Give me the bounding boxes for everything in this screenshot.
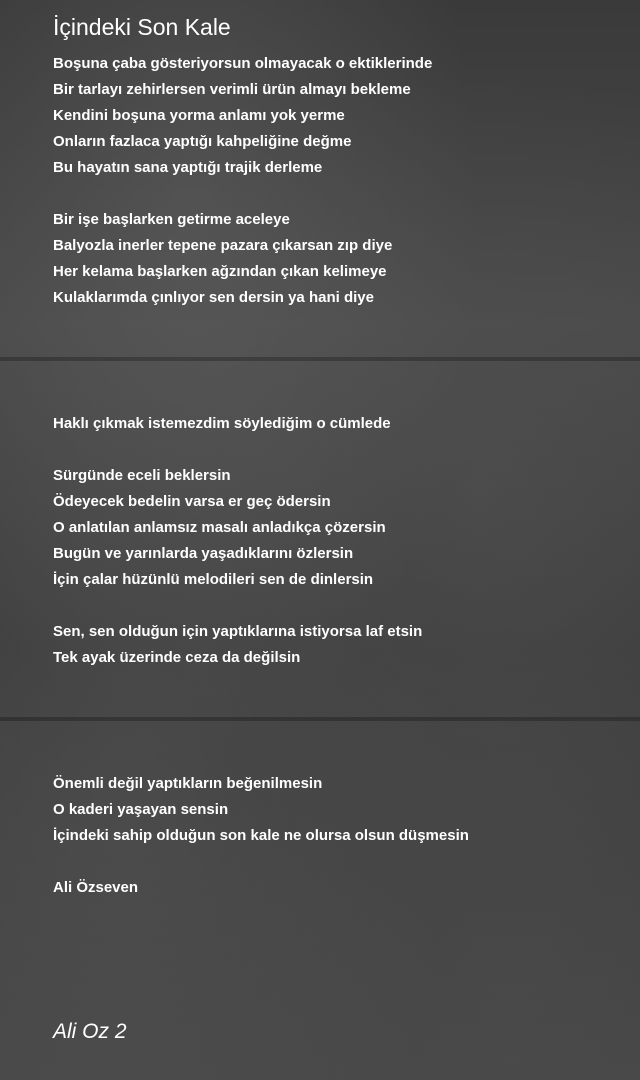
poem-line: Bir tarlayı zehirlersen verimli ürün almayı bekleme [53, 81, 411, 98]
poem-line: Önemli değil yaptıkların beğenilmesin [53, 775, 323, 792]
section-divider [0, 717, 640, 721]
poem-line: Ödeyecek bedelin varsa er geç ödersin [53, 493, 331, 510]
poem-line: O anlatılan anlamsız masalı anladıkça çözersin [53, 519, 386, 536]
poem-line: Sürgünde eceli beklersin [53, 467, 231, 484]
poem-title: İçindeki Son Kale [53, 14, 231, 40]
poem-line: Sen, sen olduğun için yaptıklarına istiyorsa laf etsin [53, 623, 423, 640]
section-divider [0, 357, 640, 361]
poem-line: Tek ayak üzerinde ceza da değilsin [53, 649, 301, 666]
poem-line: İçindeki sahip olduğun son kale ne olursa olsun düşmesin [53, 827, 469, 844]
poem-line: Kendini boşuna yorma anlamı yok yerme [53, 107, 345, 124]
poem-line: Boşuna çaba gösteriyorsun olmayacak o ektiklerinde [53, 55, 433, 72]
poem-line: Kulaklarımda çınlıyor sen dersin ya hani diye [53, 289, 374, 306]
poem-line: Her kelama başlarken ağzından çıkan kelimeye [53, 263, 387, 280]
poem-line: Bugün ve yarınlarda yaşadıklarını özlersin [53, 545, 354, 562]
poem-line: Onların fazlaca yaptığı kahpeliğine değme [53, 133, 352, 150]
poem-author: Ali Özseven [53, 879, 139, 896]
poem-line: Bir işe başlarken getirme aceleye [53, 211, 290, 228]
poem-line: Balyozla inerler tepene pazara çıkarsan zıp diye [53, 237, 393, 254]
poem-line: Bu hayatın sana yaptığı trajik derleme [53, 159, 323, 176]
poem-line: Haklı çıkmak istemezdim söylediğim o cümlede [53, 415, 391, 432]
poem-line: İçin çalar hüzünlü melodileri sen de dinlersin [53, 571, 374, 588]
poem-line: O kaderi yaşayan sensin [53, 801, 229, 818]
signature: Ali Oz 2 [53, 1020, 127, 1043]
